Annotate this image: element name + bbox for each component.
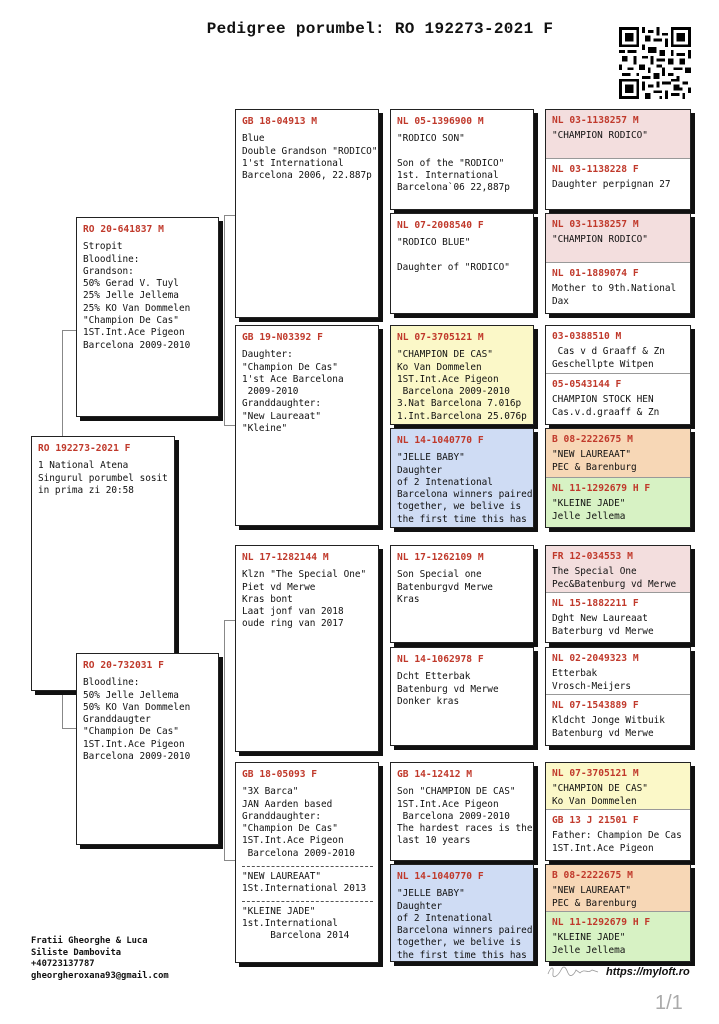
ring-number: GB 13 J 21501 F <box>552 815 639 826</box>
ancestor-dam <box>546 477 690 527</box>
ancestor-dam <box>546 262 690 313</box>
ring-number: NL 07-3705121 M <box>397 332 484 343</box>
ancestor-pair-card <box>545 325 691 425</box>
description: "CHAMPION DE CAS" Ko Van Dommelen <box>552 783 648 807</box>
website-link[interactable]: https://myloft.ro <box>606 966 690 978</box>
description: "RODICO BLUE" Daughter of "RODICO" <box>397 237 510 273</box>
ring-number: NL 14-1062978 F <box>397 654 484 665</box>
ancestor-sire <box>546 326 690 373</box>
great-grandparent-card <box>390 213 534 314</box>
description: Son Special one Batenburgvd Merwe Kras <box>397 569 493 605</box>
ring-number: RO 20-732031 F <box>83 660 164 671</box>
ring-number: B 08-2222675 M <box>552 434 633 445</box>
page-number: 1/1 <box>655 992 683 1014</box>
ancestor-pair-card <box>545 428 691 528</box>
ring-number: FR 12-034553 M <box>552 551 633 562</box>
ring-number: 03-0388510 M <box>552 331 622 342</box>
ancestor-pair-card <box>545 213 691 314</box>
description: CHAMPION STOCK HEN Cas.v.d.graaff & Zn <box>552 394 660 418</box>
great-grandparent-card <box>390 545 534 643</box>
description: Dght New Laureaat Baterburg vd Merwe <box>552 613 654 637</box>
connector-line <box>62 330 76 331</box>
ring-number: GB 19-N03392 F <box>242 332 323 343</box>
great-grandparent-card <box>390 647 534 746</box>
ancestor-pair-card <box>545 545 691 643</box>
description: Cas v d Graaff & Zn Geschellpte Witpen <box>552 346 665 370</box>
grandparent-card <box>235 109 379 318</box>
ring-number: NL 11-1292679 H F <box>552 483 651 494</box>
ancestor-sire <box>546 110 690 158</box>
ring-number: NL 15-1882211 F <box>552 598 639 609</box>
ring-number: NL 14-1040770 F <box>397 435 484 446</box>
ancestor-sire <box>546 763 690 809</box>
description: "NEW LAUREAAT" PEC & Barenburg <box>552 885 637 909</box>
description: "CHAMPION DE CAS" Ko Van Dommelen 1ST.Int.Ace Pigeon Barcelona 2009-2010 3.Nat Barcelona 7.016p 1.Int.Barcelona 25.076p <box>397 349 527 422</box>
ancestor-sire <box>546 648 690 694</box>
description: Mother to 9th.National Dax <box>552 283 677 307</box>
great-grandparent-card <box>390 864 534 962</box>
ancestor-sire <box>546 214 690 262</box>
connector-line <box>224 860 235 861</box>
ring-number: B 08-2222675 M <box>552 870 633 881</box>
ancestor-pair-card <box>545 647 691 746</box>
sire-card <box>76 217 219 417</box>
ring-number: NL 03-1138228 F <box>552 164 639 175</box>
description: "NEW LAUREAAT" 1St.International 2013 <box>242 866 373 896</box>
ring-number: NL 07-2008540 F <box>397 220 484 231</box>
description: "KLEINE JADE" Jelle Jellema <box>552 932 626 956</box>
description: Daughter perpignan 27 <box>552 179 671 191</box>
ring-number: NL 14-1040770 F <box>397 871 484 882</box>
dam-card <box>76 653 219 845</box>
connector-line <box>224 620 235 621</box>
ancestor-pair-card <box>545 864 691 962</box>
description: "CHAMPION RODICO" <box>552 234 648 246</box>
ancestor-pair-card <box>545 109 691 210</box>
description: Bloodline: 50% Jelle Jellema 50% KO Van Dommelen Granddaugter "Champion De Cas" 1ST.Int.Ace Pigeon Barcelona 2009-2010 <box>83 677 191 763</box>
ring-number: RO 192273-2021 F <box>38 443 131 454</box>
ring-number: GB 18-05093 F <box>242 769 318 780</box>
description: Etterbak Vrosch-Meijers <box>552 668 632 692</box>
pedigree-title: Pedigree porumbel: RO 192273-2021 F <box>206 20 554 38</box>
description: "KLEINE JADE" Jelle Jellema <box>552 498 626 522</box>
connector-line <box>62 728 76 729</box>
ancestor-dam <box>546 911 690 961</box>
ring-number: RO 20-641837 M <box>83 224 164 235</box>
breeder-location: Siliste Dambovita <box>31 947 122 958</box>
great-grandparent-card <box>390 109 534 210</box>
ancestor-dam <box>546 694 690 745</box>
ring-number: NL 01-1889074 F <box>552 268 639 279</box>
description: Daughter: "Champion De Cas" 1'st Ace Barcelona 2009-2010 Granddaughter: "New Laureaat" "Kleine" <box>242 349 344 435</box>
description: Stropit Bloodline: Grandson: 50% Gerad V. Tuyl 25% Jelle Jellema 25% KO Van Dommelen "Champion De Cas" 1ST.Int.Ace Pigeon Barcelona 2009-2010 <box>83 241 191 351</box>
breeder-name: Fratii Gheorghe & Luca <box>31 936 148 946</box>
ancestor-dam <box>546 809 690 860</box>
description: Klzn "The Special One" Piet vd Merwe Kras bont Laat jonf van 2018 oude ring van 2017 <box>242 569 367 630</box>
ring-number: 05-0543144 F <box>552 379 622 390</box>
description: "CHAMPION RODICO" <box>552 130 648 142</box>
description: The Special One Pec&Batenburg vd Merwe <box>552 566 677 590</box>
ancestor-sire <box>546 865 690 911</box>
description: "JELLE BABY" Daughter of 2 Intenational Barcelona winners paired together, we belive is the first time this has <box>397 452 533 525</box>
qr-code-icon <box>619 27 691 99</box>
signature-icon <box>546 964 600 978</box>
description: Blue Double Grandson "RODICO" 1'st International Barcelona 2006, 22.887p <box>242 133 378 182</box>
description: "NEW LAUREAAT" PEC & Barenburg <box>552 449 637 473</box>
description: "RODICO SON" Son of the "RODICO" 1st. International Barcelona`06 22,887p <box>397 133 510 194</box>
ancestor-dam <box>546 373 690 424</box>
ring-number: NL 03-1138257 M <box>552 115 639 126</box>
connector-line <box>224 620 225 860</box>
great-grandparent-card <box>390 762 534 861</box>
ring-number: GB 18-04913 M <box>242 116 318 127</box>
description: Kldcht Jonge Witbuik Batenburg vd Merwe <box>552 715 665 739</box>
breeder-email: gheorgheroxana93@gmail.com <box>31 970 169 981</box>
description: "3X Barca" JAN Aarden based Granddaughter: "Champion De Cas" 1ST.Int.Ace Pigeon Barcelona 2009-2010 <box>242 786 355 859</box>
connector-line <box>224 215 225 425</box>
description: Dcht Etterbak Batenburg vd Merwe Donker kras <box>397 671 499 707</box>
description: 1 National Atena Singurul porumbel sosit in prima zi 20:58 <box>38 460 168 496</box>
ring-number: NL 07-1543889 F <box>552 700 639 711</box>
ancestor-pair-card <box>545 762 691 861</box>
ring-number: NL 07-3705121 M <box>552 768 639 779</box>
ring-number: NL 03-1138257 M <box>552 219 639 230</box>
description: "KLEINE JADE" 1st.International Barcelona 2014 <box>242 901 373 943</box>
ancestor-dam <box>546 592 690 642</box>
breeder-contact <box>31 936 169 982</box>
ring-number: NL 17-1262109 M <box>397 552 484 563</box>
grandparent-card <box>235 325 379 526</box>
ancestor-dam <box>546 158 690 209</box>
ring-number: NL 11-1292679 H F <box>552 917 651 928</box>
breeder-phone: +40723137787 <box>31 959 95 969</box>
connector-line <box>224 215 235 216</box>
great-grandparent-card <box>390 428 534 528</box>
ring-number: NL 02-2049323 M <box>552 653 639 664</box>
description: Father: Champion De Cas 1ST.Int.Ace Pigeon <box>552 830 682 854</box>
ancestor-sire <box>546 429 690 477</box>
description: Son "CHAMPION DE CAS" 1ST.Int.Ace Pigeon Barcelona 2009-2010 The hardest races is the last 10 years <box>397 786 533 847</box>
ancestor-sire <box>546 546 690 592</box>
grandparent-card <box>235 545 379 752</box>
connector-line <box>224 425 235 426</box>
great-grandparent-card <box>390 325 534 425</box>
description: "JELLE BABY" Daughter of 2 Intenational Barcelona winners paired together, we belive is the first time this has <box>397 888 533 961</box>
grandparent-card <box>235 762 379 963</box>
ring-number: NL 05-1396900 M <box>397 116 484 127</box>
ring-number: GB 14-12412 M <box>397 769 473 780</box>
ring-number: NL 17-1282144 M <box>242 552 329 563</box>
